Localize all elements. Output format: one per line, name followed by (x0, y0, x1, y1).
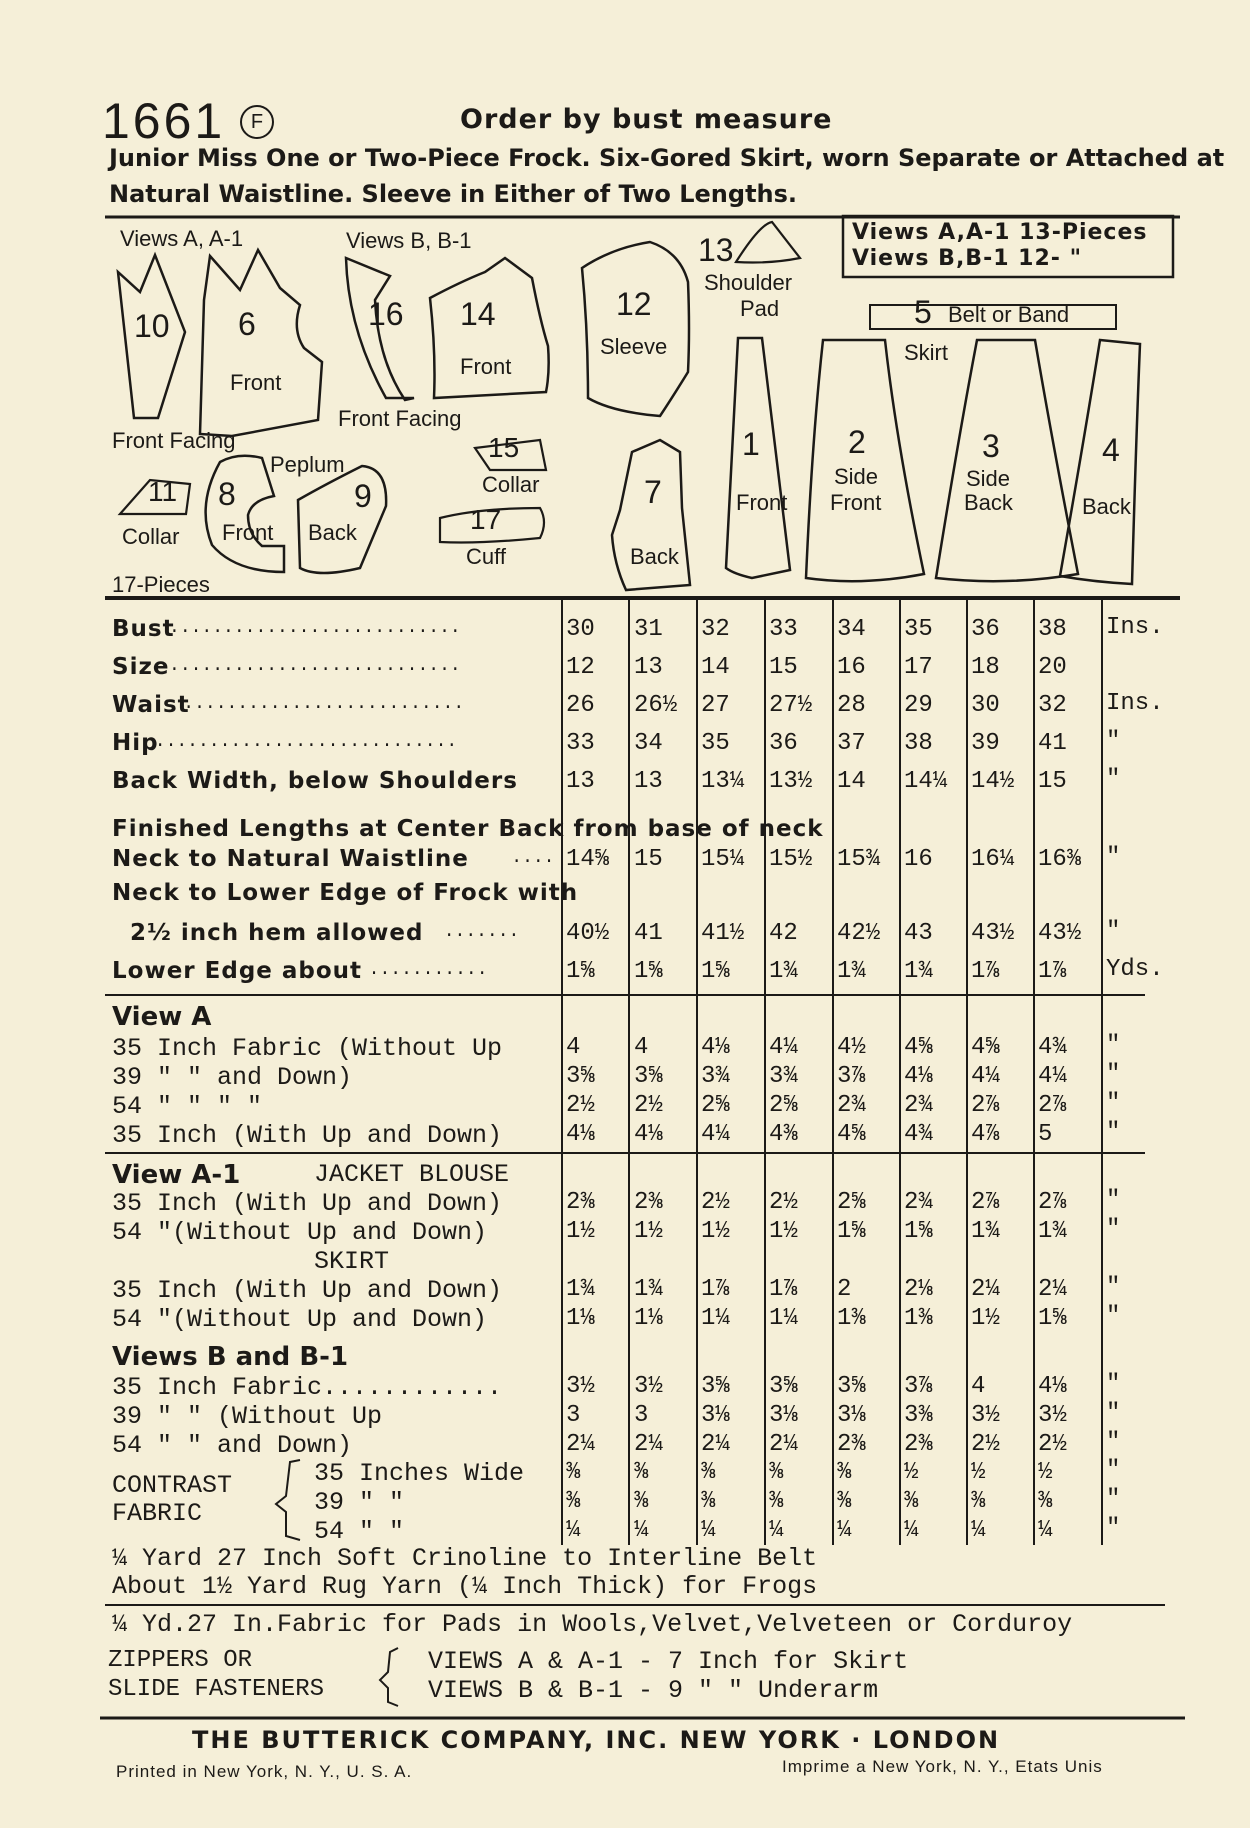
table-cell: 1⅝ (566, 958, 595, 985)
row-label: 39 " " (314, 1488, 405, 1517)
table-cell: 2½ (971, 1431, 1000, 1458)
table-cell: 42 (769, 920, 798, 947)
table-cell: 4⅛ (634, 1121, 663, 1148)
table-cell: 13½ (769, 768, 813, 795)
table-cell: 13 (566, 768, 595, 795)
table-cell: 1⅝ (1038, 1305, 1067, 1332)
row-unit: " (1106, 1119, 1121, 1146)
table-cell: 2⅞ (971, 1189, 1000, 1216)
table-cell: 3⅝ (701, 1373, 730, 1400)
table-cell: 4 (634, 1034, 649, 1061)
table-cell: 2½ (701, 1189, 730, 1216)
zippers-label-1: ZIPPERS OR (108, 1647, 253, 1674)
table-cell: 27½ (769, 692, 813, 719)
table-cell: 2⅞ (971, 1092, 1000, 1119)
table-cell: 13 (634, 768, 663, 795)
table-cell: 4⅜ (769, 1121, 798, 1148)
table-cell: ¼ (1038, 1517, 1053, 1544)
table-cell: 3⅜ (904, 1402, 933, 1429)
table-cell: 2½ (769, 1189, 798, 1216)
table-cell: 3⅛ (837, 1402, 866, 1429)
table-cell: 4⅝ (904, 1034, 933, 1061)
view-b-title: Views B and B-1 (112, 1342, 349, 1372)
table-cell: 3½ (566, 1373, 595, 1400)
table-cell: 34 (837, 616, 866, 643)
table-cell: 1⅝ (837, 1218, 866, 1245)
description-line-2: Natural Waistline. Sleeve in Either of Two Lengths. (109, 180, 798, 208)
piece-7-label: Back (630, 544, 679, 569)
table-cell: 41½ (701, 920, 745, 947)
table-cell: ½ (904, 1459, 919, 1486)
table-cell: 33 (769, 616, 798, 643)
row-label: Waist (112, 692, 190, 718)
piece-2-label-1: Side (834, 464, 879, 489)
view-a1-skirt-label: SKIRT (314, 1247, 390, 1276)
piece-4-number: 4 (1102, 432, 1120, 468)
table-cell: 30 (971, 692, 1000, 719)
table-cell: 14½ (971, 768, 1015, 795)
table-cell: 2½ (634, 1092, 663, 1119)
table-cell: 12 (566, 654, 595, 681)
table-cell: ¼ (769, 1517, 784, 1544)
view-a1-title: View A-1 (112, 1160, 241, 1190)
table-cell: 4⅛ (1038, 1373, 1067, 1400)
table-cell: 2⅜ (837, 1431, 866, 1458)
table-cell: 1⅝ (701, 958, 730, 985)
table-cell: 41 (634, 920, 663, 947)
table-cell: 43½ (971, 920, 1015, 947)
table-cell: 1¾ (566, 1276, 595, 1303)
piece-5-number: 5 (914, 294, 932, 330)
label-peplum: Peplum (270, 452, 345, 477)
row-label: 35 Inch (With Up and Down) (112, 1189, 503, 1218)
table-cell: 2¼ (971, 1276, 1000, 1303)
table-cell: ¼ (566, 1517, 581, 1544)
row-leader-dots: ........................... (169, 618, 461, 638)
table-cell: 14 (837, 768, 866, 795)
table-cell: 26 (566, 692, 595, 719)
table-cell: ¼ (837, 1517, 852, 1544)
table-cell: 31 (634, 616, 663, 643)
table-cell: 4⅛ (904, 1063, 933, 1090)
table-cell: 1⅞ (701, 1276, 730, 1303)
table-cell: 2½ (566, 1092, 595, 1119)
table-cell: ⅜ (904, 1488, 919, 1515)
table-cell: 14 (701, 654, 730, 681)
piece-7-number: 7 (644, 474, 662, 510)
table-cell: 40½ (566, 920, 610, 947)
table-cell: 17 (904, 654, 933, 681)
table-cell: 16¼ (971, 846, 1015, 873)
piece-3-label-1: Side (966, 466, 1011, 491)
table-cell: ⅜ (837, 1488, 852, 1515)
table-cell: 2⅜ (634, 1189, 663, 1216)
table-cell: 15¾ (837, 846, 881, 873)
row-label: 35 Inch Fabric (Without Up (112, 1034, 503, 1063)
piece-2-number: 2 (848, 424, 866, 460)
table-cell: 1⅞ (1038, 958, 1067, 985)
table-cell: ⅜ (566, 1488, 581, 1515)
table-cell: 1¾ (837, 958, 866, 985)
table-cell: 2¼ (634, 1431, 663, 1458)
table-cell: 35 (701, 730, 730, 757)
table-cell: ½ (1038, 1459, 1053, 1486)
table-cell: 4¼ (769, 1034, 798, 1061)
view-a-title: View A (112, 1002, 212, 1032)
table-cell: 1¾ (971, 1218, 1000, 1245)
row-label: 54 " " and Down) (112, 1431, 353, 1460)
label-views-b: Views B, B-1 (346, 228, 472, 253)
table-cell: 15 (634, 846, 663, 873)
row-label: Neck to Natural Waistline (112, 846, 469, 872)
row-leader-dots: ........................... (169, 656, 461, 676)
footer-imprime: Imprime a New York, N. Y., Etats Unis (782, 1757, 1103, 1776)
table-cell: 32 (701, 616, 730, 643)
piece-3-number: 3 (982, 428, 1000, 464)
table-cell: 2¼ (1038, 1276, 1067, 1303)
table-cell: 1½ (634, 1218, 663, 1245)
table-cell: 26½ (634, 692, 678, 719)
row-label: 54 "(Without Up and Down) (112, 1305, 488, 1334)
row-label: Back Width, below Shoulders (112, 768, 518, 794)
table-cell: 3⅛ (769, 1402, 798, 1429)
table-cell: 3⅝ (566, 1063, 595, 1090)
note-pads: ¼ Yd.27 In.Fabric for Pads in Wools,Velvet,Velveteen or Corduroy (112, 1610, 1073, 1639)
label-front-facing-b: Front Facing (338, 406, 462, 431)
table-cell: 2¾ (837, 1092, 866, 1119)
table-cell: ½ (971, 1459, 986, 1486)
zipper-note-b: VIEWS B & B-1 - 9 " " Underarm (428, 1676, 879, 1705)
row-unit: Ins. (1106, 614, 1164, 641)
zipper-note-a: VIEWS A & A-1 - 7 Inch for Skirt (428, 1647, 909, 1676)
pieces-count-line-1: Views A,A-1 13-Pieces (852, 220, 1148, 245)
table-cell: 2¼ (566, 1431, 595, 1458)
table-cell: 36 (971, 616, 1000, 643)
piece-3-label-2: Back (964, 490, 1013, 515)
table-cell: 13¼ (701, 768, 745, 795)
table-cell: 4¼ (701, 1121, 730, 1148)
row-label: Bust (112, 616, 175, 642)
piece-4-label: Back (1082, 494, 1131, 519)
table-cell: 4⅝ (837, 1121, 866, 1148)
table-cell: ¼ (701, 1517, 716, 1544)
table-cell: 1⅜ (904, 1305, 933, 1332)
row-unit: Yds. (1106, 956, 1164, 983)
table-cell: ⅜ (769, 1488, 784, 1515)
table-cell: 43 (904, 920, 933, 947)
table-cell: 16 (904, 846, 933, 873)
table-cell: 2¾ (904, 1092, 933, 1119)
table-cell: 3⅞ (904, 1373, 933, 1400)
row-label: 2½ inch hem allowed (130, 920, 424, 946)
piece-1-number: 1 (742, 426, 760, 462)
row-unit: " (1106, 1274, 1121, 1301)
row-unit: " (1106, 1515, 1121, 1542)
table-cell: 27 (701, 692, 730, 719)
table-cell: 2⅛ (904, 1276, 933, 1303)
table-cell: 4¾ (904, 1121, 933, 1148)
row-label: 35 Inches Wide (314, 1459, 525, 1488)
table-cell: 35 (904, 616, 933, 643)
table-cell: 4¼ (971, 1063, 1000, 1090)
table-cell: 1½ (566, 1218, 595, 1245)
table-cell: 2⅝ (769, 1092, 798, 1119)
table-cell: 4⅞ (971, 1121, 1000, 1148)
table-cell: 1⅛ (634, 1305, 663, 1332)
table-cell: 2⅞ (1038, 1189, 1067, 1216)
table-cell: 3½ (634, 1373, 663, 1400)
row-unit: " (1106, 1486, 1121, 1513)
piece-6-label: Front (230, 370, 282, 395)
row-label: Size (112, 654, 170, 680)
table-cell: 41 (1038, 730, 1067, 757)
table-cell: 29 (904, 692, 933, 719)
row-unit: " (1106, 1061, 1121, 1088)
table-cell: 1⅛ (566, 1305, 595, 1332)
table-cell: ⅜ (701, 1459, 716, 1486)
table-cell: 13 (634, 654, 663, 681)
table-cell: 32 (1038, 692, 1067, 719)
table-cell: 1½ (701, 1218, 730, 1245)
table-cell: ⅜ (634, 1459, 649, 1486)
table-cell: 3 (566, 1402, 581, 1429)
contrast-label-2: FABRIC (112, 1499, 203, 1528)
piece-8-label: Front (222, 520, 274, 545)
table-cell: 20 (1038, 654, 1067, 681)
table-cell: 1¾ (634, 1276, 663, 1303)
note-crinoline: ¼ Yard 27 Inch Soft Crinoline to Interline Belt (112, 1544, 818, 1573)
row-unit: " (1106, 1303, 1121, 1330)
row-label: 35 Inch (With Up and Down) (112, 1121, 503, 1150)
piece-15-label: Collar (482, 472, 540, 497)
table-cell: 33 (566, 730, 595, 757)
piece-17-number: 17 (470, 504, 502, 535)
table-cell: 15½ (769, 846, 813, 873)
table-cell: 28 (837, 692, 866, 719)
table-cell: 3¾ (701, 1063, 730, 1090)
table-cell: 14⅝ (566, 846, 610, 873)
description-line-1: Junior Miss One or Two-Piece Frock. Six-Gored Skirt, worn Separate or Attached at (109, 144, 1225, 172)
table-cell: 2⅜ (904, 1431, 933, 1458)
table-cell: 1⅝ (634, 958, 663, 985)
table-cell: 4 (566, 1034, 581, 1061)
table-cell: 2½ (1038, 1431, 1067, 1458)
table-cell: 4¾ (1038, 1034, 1067, 1061)
f-symbol: F (240, 105, 274, 139)
table-cell: 3⅝ (634, 1063, 663, 1090)
row-leader-dots: ........... (368, 960, 488, 980)
row-label: 54 "(Without Up and Down) (112, 1218, 488, 1247)
table-cell: ⅜ (566, 1459, 581, 1486)
row-unit: " (1106, 1457, 1121, 1484)
table-cell: 38 (1038, 616, 1067, 643)
table-cell: 38 (904, 730, 933, 757)
table-cell: 2 (837, 1276, 852, 1303)
row-leader-dots: ............................ (154, 732, 458, 752)
row-unit: " (1106, 1371, 1121, 1398)
table-cell: 34 (634, 730, 663, 757)
row-unit: " (1106, 1187, 1121, 1214)
piece-9-number: 9 (354, 478, 372, 514)
row-label: Hip (112, 730, 159, 756)
piece-9-label: Back (308, 520, 357, 545)
row-label: 39 " " and Down) (112, 1063, 353, 1092)
table-cell: 1¾ (1038, 1218, 1067, 1245)
piece-13-number: 13 (698, 232, 734, 268)
row-unit: " (1106, 1090, 1121, 1117)
table-cell: 2⅜ (566, 1189, 595, 1216)
row-leader-dots: .... (511, 848, 555, 868)
row-label: 35 Inch Fabric............ (112, 1373, 503, 1402)
table-cell: 1¾ (769, 958, 798, 985)
table-cell: 4¼ (1038, 1063, 1067, 1090)
table-cell: 3⅞ (837, 1063, 866, 1090)
table-cell: 3⅛ (701, 1402, 730, 1429)
piece-5-label: Belt or Band (948, 302, 1070, 327)
piece-16-number: 16 (368, 296, 404, 332)
table-cell: 2¼ (769, 1431, 798, 1458)
table-cell: 15 (1038, 768, 1067, 795)
table-cell: 3½ (971, 1402, 1000, 1429)
table-cell: 16 (837, 654, 866, 681)
footer-company: THE BUTTERICK COMPANY, INC. NEW YORK · LONDON (192, 1726, 1001, 1754)
table-cell: 39 (971, 730, 1000, 757)
row-label: 54 " " (314, 1517, 405, 1546)
row-unit: " (1106, 1400, 1121, 1427)
piece-12-number: 12 (616, 286, 652, 322)
lower-edge-title: Neck to Lower Edge of Frock with (112, 880, 579, 906)
table-cell: 42½ (837, 920, 881, 947)
piece-15-number: 15 (488, 432, 520, 463)
finished-lengths-title: Finished Lengths at Center Back from base of neck (112, 816, 824, 842)
table-cell: ¼ (971, 1517, 986, 1544)
piece-12-label: Sleeve (600, 334, 668, 359)
table-cell: 2¾ (904, 1189, 933, 1216)
table-cell: 3⅝ (837, 1373, 866, 1400)
table-cell: ⅜ (1038, 1488, 1053, 1515)
table-cell: 4½ (837, 1034, 866, 1061)
row-leader-dots: .......................... (183, 694, 465, 714)
table-cell: 4 (971, 1373, 986, 1400)
table-cell: 43½ (1038, 920, 1082, 947)
row-unit: " (1106, 766, 1121, 793)
table-cell: 1¾ (904, 958, 933, 985)
table-cell: 15¼ (701, 846, 745, 873)
piece-13-label-1: Shoulder (704, 270, 793, 295)
row-unit: " (1106, 1429, 1121, 1456)
view-a1-subtitle: JACKET BLOUSE (314, 1160, 510, 1189)
table-cell: 2⅞ (1038, 1092, 1067, 1119)
label-views-a: Views A, A-1 (120, 226, 244, 251)
row-unit: " (1106, 728, 1121, 755)
table-cell: ⅜ (971, 1488, 986, 1515)
table-cell: 1⅜ (837, 1305, 866, 1332)
piece-8-number: 8 (218, 476, 236, 512)
piece-11-number: 11 (148, 476, 178, 507)
table-cell: 5 (1038, 1121, 1053, 1148)
table-cell: 4⅛ (701, 1034, 730, 1061)
table-cell: 4⅝ (971, 1034, 1000, 1061)
order-by-text: Order by bust measure (460, 104, 833, 135)
row-unit: " (1106, 918, 1121, 945)
label-front-facing-a: Front Facing (112, 428, 236, 453)
table-cell: 1⅞ (769, 1276, 798, 1303)
row-unit: " (1106, 844, 1121, 871)
table-cell: ⅜ (701, 1488, 716, 1515)
table-cell: 37 (837, 730, 866, 757)
table-cell: 16⅜ (1038, 846, 1082, 873)
row-leader-dots: ....... (443, 922, 520, 942)
table-cell: 3¾ (769, 1063, 798, 1090)
table-cell: 3⅝ (769, 1373, 798, 1400)
table-cell: 1⅝ (904, 1218, 933, 1245)
piece-14-number: 14 (460, 296, 496, 332)
table-cell: 18 (971, 654, 1000, 681)
row-unit: Ins. (1106, 690, 1164, 717)
table-cell: 15 (769, 654, 798, 681)
table-cell: ¼ (634, 1517, 649, 1544)
footer-printed: Printed in New York, N. Y., U. S. A. (116, 1762, 413, 1781)
piece-17-label: Cuff (466, 544, 506, 569)
table-cell: 14¼ (904, 768, 948, 795)
table-cell: ⅜ (769, 1459, 784, 1486)
table-cell: 4⅛ (566, 1121, 595, 1148)
table-cell: 2⅝ (837, 1189, 866, 1216)
piece-14-label: Front (460, 354, 512, 379)
table-cell: 1¼ (701, 1305, 730, 1332)
row-label: 35 Inch (With Up and Down) (112, 1276, 503, 1305)
table-cell: ¼ (904, 1517, 919, 1544)
row-label: Lower Edge about (112, 958, 363, 984)
table-cell: 1½ (769, 1218, 798, 1245)
row-unit: " (1106, 1216, 1121, 1243)
contrast-label-1: CONTRAST (112, 1471, 233, 1500)
table-cell: 1¼ (769, 1305, 798, 1332)
piece-1-label: Front (736, 490, 788, 515)
row-unit: " (1106, 1032, 1121, 1059)
piece-10-number: 10 (134, 308, 170, 344)
pieces-count-line-2: Views B,B-1 12- " (852, 246, 1083, 271)
note-rug-yarn: About 1½ Yard Rug Yarn (¼ Inch Thick) for Frogs (112, 1572, 818, 1601)
label-total-pieces: 17-Pieces (112, 572, 210, 597)
table-cell: 30 (566, 616, 595, 643)
table-cell: 1½ (971, 1305, 1000, 1332)
piece-6-number: 6 (238, 306, 256, 342)
zippers-label-2: SLIDE FASTENERS (108, 1676, 325, 1703)
row-label: 39 " " (Without Up (112, 1402, 383, 1431)
table-cell: 3 (634, 1402, 649, 1429)
piece-11-label: Collar (122, 524, 180, 549)
piece-2-label-2: Front (830, 490, 882, 515)
pattern-number: 1661 (102, 93, 226, 149)
table-cell: ⅜ (634, 1488, 649, 1515)
table-cell: 1⅞ (971, 958, 1000, 985)
row-label: 54 " " " " (112, 1092, 263, 1121)
table-cell: 3½ (1038, 1402, 1067, 1429)
table-cell: 2¼ (701, 1431, 730, 1458)
piece-13-label-2: Pad (740, 296, 780, 321)
table-cell: ⅜ (837, 1459, 852, 1486)
table-cell: 36 (769, 730, 798, 757)
label-skirt: Skirt (904, 340, 948, 365)
table-cell: 2⅝ (701, 1092, 730, 1119)
